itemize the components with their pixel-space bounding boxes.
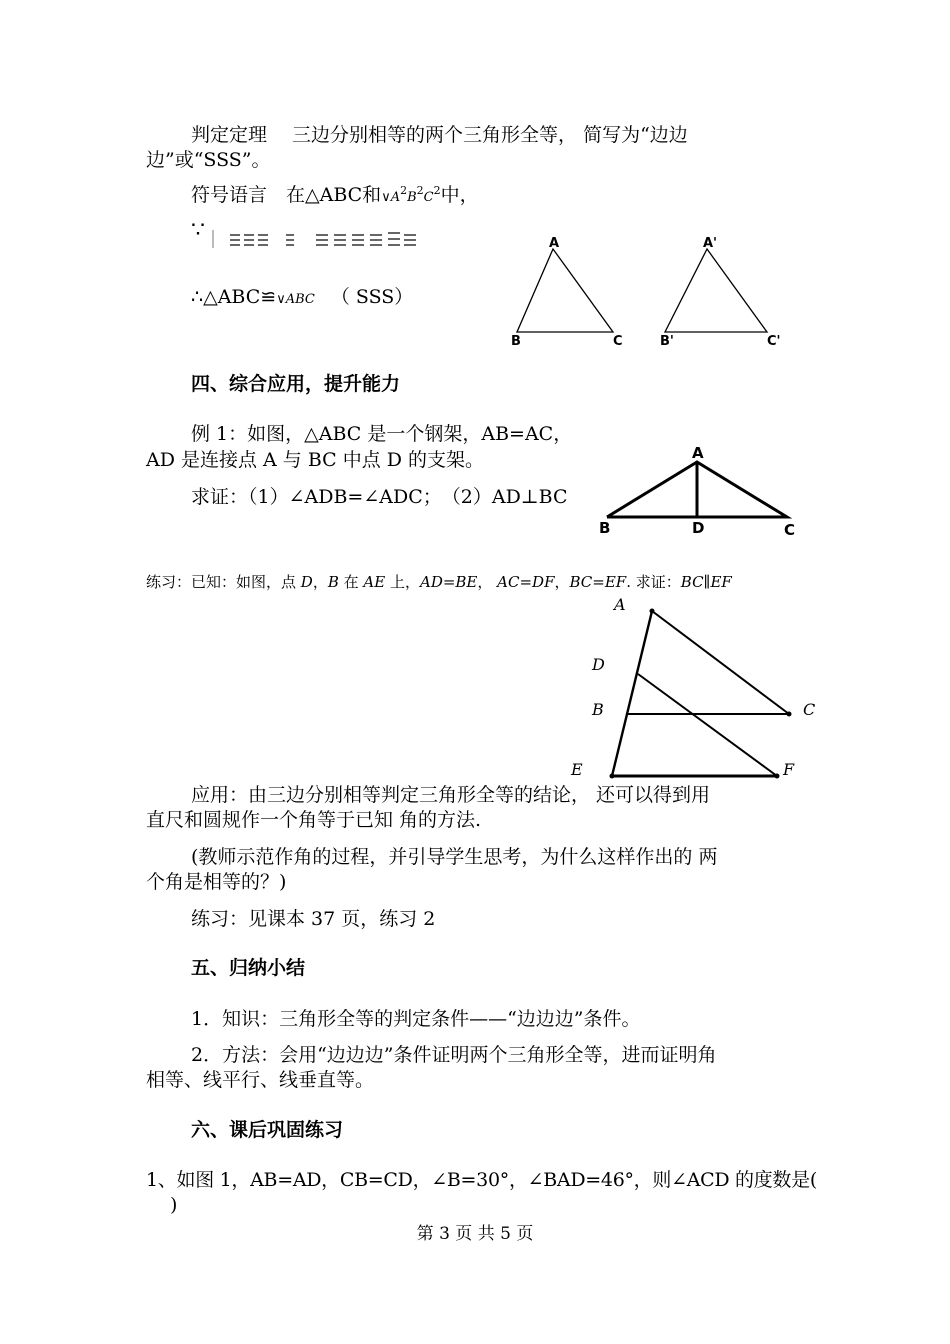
condition-ad-be: AD=BE	[419, 573, 478, 591]
application-line-2: 直尺和圆规作一个角等于已知 角的方法.	[146, 809, 482, 831]
label-a-prime: A'	[703, 236, 718, 251]
label-c: C	[803, 700, 816, 719]
summary-item-1: 1．知识：三角形全等的判定条件——“边边边”条件。	[191, 1008, 641, 1030]
example-1-figure	[595, 442, 805, 542]
superscript: 2	[416, 184, 424, 197]
point-c-dot	[787, 712, 792, 717]
blurred-equation-image	[212, 228, 422, 250]
congruent-triangle: ∨ABC	[276, 292, 315, 307]
practice-figure	[570, 590, 830, 790]
condition-bc-ef: BC=EF	[569, 573, 627, 591]
theorem-line-2: 边”或“SSS”。	[146, 149, 271, 171]
label-a: A	[549, 236, 560, 251]
vertex-b: B	[407, 190, 417, 205]
point-d: D	[300, 573, 313, 591]
label-b: B	[592, 700, 604, 719]
on-word: 上，	[385, 573, 420, 591]
comma: ，	[312, 573, 328, 591]
line-ae	[612, 611, 652, 776]
summary-item-2-line-2: 相等、线平行、线垂直等。	[146, 1069, 375, 1091]
label-d: D	[592, 655, 605, 674]
condition-ac-df: AC=DF	[497, 573, 555, 591]
symbol-language-line	[191, 183, 479, 210]
question-1-line-2: )	[170, 1194, 178, 1216]
section-5-title: 五、归纳小结	[191, 957, 306, 979]
label-f: F	[783, 760, 795, 779]
label-c: C	[784, 521, 796, 539]
label-b: B	[511, 334, 521, 349]
application-practice: 练习：见课本 37 页，练习 2	[191, 908, 436, 930]
therefore-reason: （ SSS）	[330, 286, 414, 308]
point-e-dot	[610, 774, 615, 779]
triangle-a-prime-b-prime-c-prime	[665, 249, 767, 332]
point-f-dot	[775, 774, 780, 779]
label-c-prime: C'	[767, 334, 781, 349]
example-1-line-3: 求证：（1）∠ADB=∠ADC； （2）AD⊥BC	[191, 486, 568, 508]
triangle-abc	[517, 249, 613, 332]
question-1-line-1: 1、如图 1，AB=AD，CB=CD，∠B=30°，∠BAD=46°，则∠ACD 的度数是(	[146, 1169, 817, 1191]
label-b-prime: B'	[660, 334, 674, 349]
label-c: C	[613, 334, 623, 349]
point-a-dot	[650, 609, 655, 614]
theorem-line-1: 判定定理 三边分别相等的两个三角形全等， 简写为“边边	[191, 124, 688, 146]
triangle-symbol: ∨A	[381, 190, 401, 205]
label-a: A	[614, 595, 626, 614]
prove-word: . 求证：	[626, 573, 681, 591]
separator: ，	[477, 573, 498, 591]
symbol-language-prefix: 符号语言 在△ABC和	[191, 184, 382, 206]
example-1-line-1: 例 1：如图，△ABC 是一个钢架，AB=AC，	[191, 423, 573, 445]
label-a: A	[692, 444, 704, 462]
superscript: 2	[433, 184, 441, 197]
therefore-line	[191, 285, 413, 312]
example-1-line-2: AD 是连接点 A 与 BC 中点 D 的支架。	[146, 449, 485, 471]
vertex-c: C	[423, 190, 434, 205]
superscript: 2	[400, 184, 408, 197]
point-b: B	[327, 573, 339, 591]
because-symbol: ∵	[191, 218, 205, 243]
section-6-title: 六、课后巩固练习	[191, 1119, 344, 1141]
symbol-language-suffix: 中，	[440, 184, 479, 206]
label-e: E	[571, 760, 583, 779]
segment-ae: AE	[363, 573, 386, 591]
label-d: D	[692, 519, 705, 537]
page-footer: 第 3 页 共 5 页	[416, 1224, 534, 1244]
therefore-prefix: ∴△ABC≌	[191, 286, 277, 308]
goal-bc-parallel-ef: BC∥EF	[680, 573, 732, 591]
application-line-4: 个角是相等的？)	[146, 871, 287, 893]
in-word: 在	[338, 573, 364, 591]
practice-prefix: 练习：已知：如图，点	[146, 573, 301, 591]
label-b: B	[599, 519, 611, 537]
application-line-1: 应用：由三边分别相等判定三角形全等的结论， 还可以得到用	[191, 784, 711, 806]
section-4-title: 四、综合应用，提升能力	[191, 373, 401, 395]
summary-item-2-line-1: 2．方法：会用“边边边”条件证明两个三角形全等，进而证明角	[191, 1044, 717, 1066]
congruent-triangles-figure	[505, 235, 785, 350]
application-line-3: (教师示范作角的过程，并引导学生思考，为什么这样作出的 两	[191, 846, 718, 868]
separator: ，	[554, 573, 570, 591]
